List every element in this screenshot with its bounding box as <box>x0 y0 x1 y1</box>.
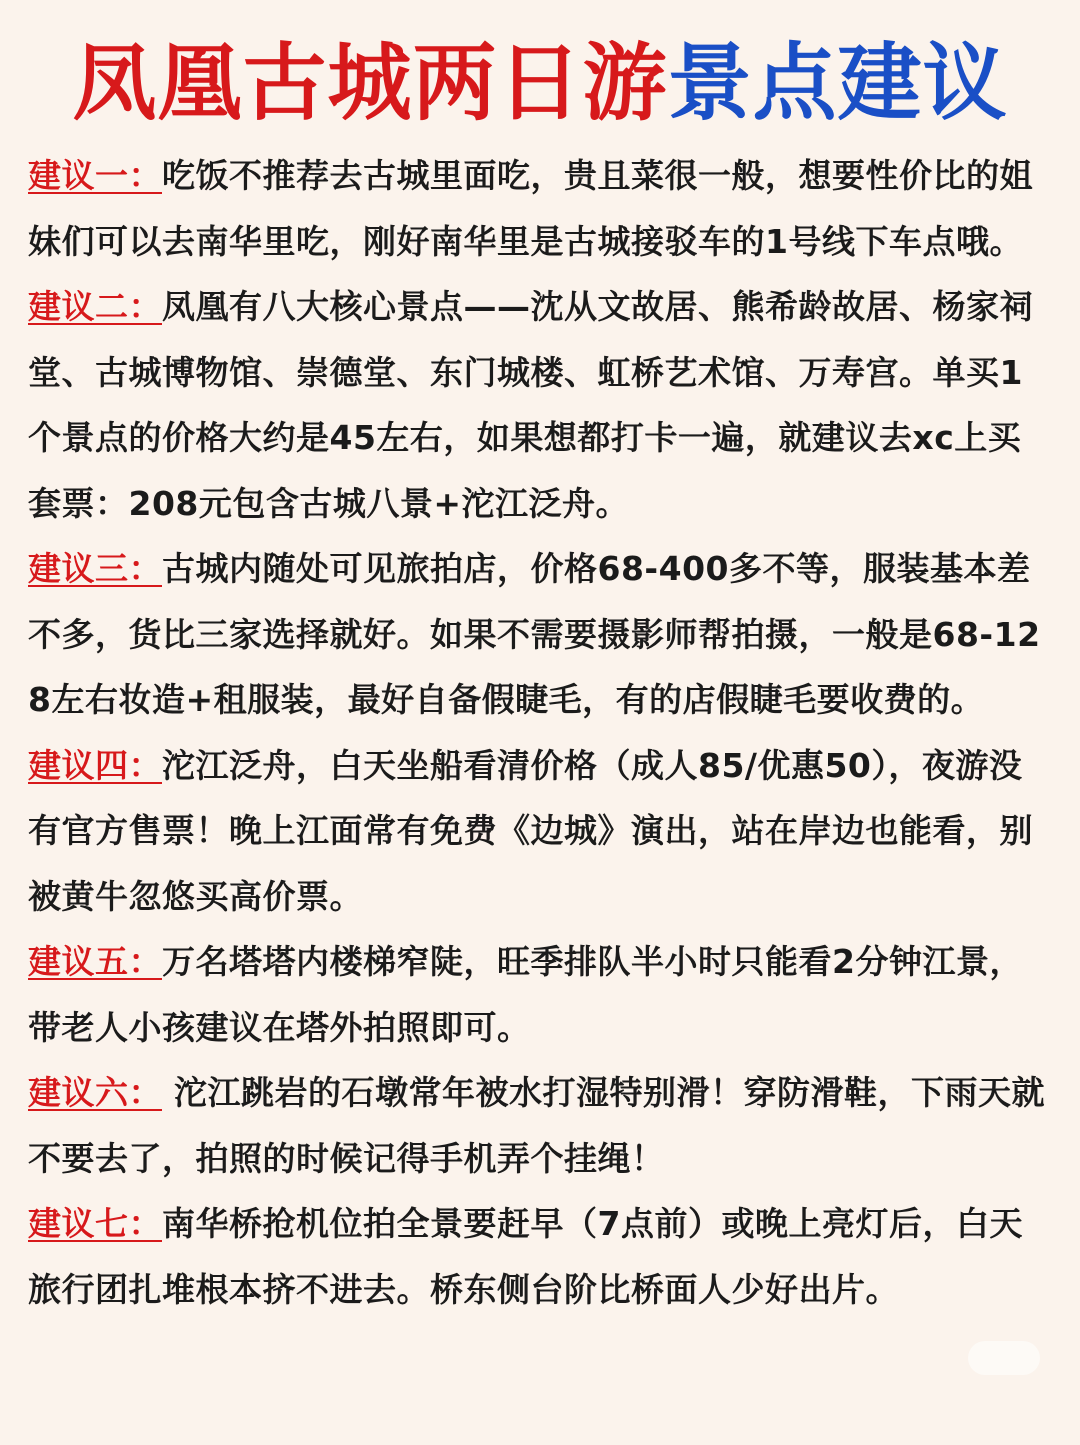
tip-5 <box>28 929 1052 1060</box>
tips-list <box>28 143 1052 1322</box>
tip-text: 沱江跳岩的石墩常年被水打湿特别滑！穿防滑鞋，下雨天就不要去了，拍照的时候记得手机弄个挂绳！ <box>28 1073 1045 1178</box>
tip-label: 建议三： <box>28 549 162 588</box>
tip-text: 凤凰有八大核心景点——沈从文故居、熊希龄故居、杨家祠堂、古城博物馆、崇德堂、东门城楼、虹桥艺术馆、万寿宫。单买1个景点的价格大约是45左右，如果想都打卡一遍，就建议去xc上买套票：208元包含古城八景+沱江泛舟。 <box>28 287 1033 523</box>
title-part-red: 凤凰古城两日游 <box>72 34 668 132</box>
tip-2 <box>28 274 1052 536</box>
tip-label: 建议一： <box>28 156 162 195</box>
watermark-badge <box>968 1341 1040 1375</box>
tip-4 <box>28 733 1052 930</box>
tip-text: 古城内随处可见旅拍店，价格68-400多不等，服装基本差不多，货比三家选择就好。如果不需要摄影师帮拍摄，一般是68-128左右妆造+租服装，最好自备假睫毛，有的店假睫毛要收费的。 <box>28 549 1041 719</box>
title-part-blue: 景点建议 <box>667 34 1008 132</box>
tip-1 <box>28 143 1052 274</box>
tip-label: 建议二： <box>28 287 162 326</box>
tip-label: 建议七： <box>28 1204 162 1243</box>
tip-6 <box>28 1060 1052 1191</box>
tip-text: 吃饭不推荐去古城里面吃，贵且菜很一般，想要性价比的姐妹们可以去南华里吃，刚好南华里是古城接驳车的1号线下车点哦。 <box>28 156 1033 261</box>
tip-label: 建议五： <box>28 942 162 981</box>
tip-label: 建议六： <box>28 1073 162 1112</box>
tip-3 <box>28 536 1052 733</box>
tip-7 <box>28 1191 1052 1322</box>
page-title <box>0 28 1080 138</box>
tip-text: 南华桥抢机位拍全景要赶早（7点前）或晚上亮灯后，白天旅行团扎堆根本挤不进去。桥东侧台阶比桥面人少好出片。 <box>28 1204 1023 1309</box>
tip-text: 沱江泛舟，白天坐船看清价格（成人85/优惠50），夜游没有官方售票！晚上江面常有免费《边城》演出，站在岸边也能看，别被黄牛忽悠买高价票。 <box>28 745 1033 916</box>
tip-text: 万名塔塔内楼梯窄陡，旺季排队半小时只能看2分钟江景，带老人小孩建议在塔外拍照即可。 <box>28 942 1023 1047</box>
tip-label: 建议四： <box>28 745 162 785</box>
